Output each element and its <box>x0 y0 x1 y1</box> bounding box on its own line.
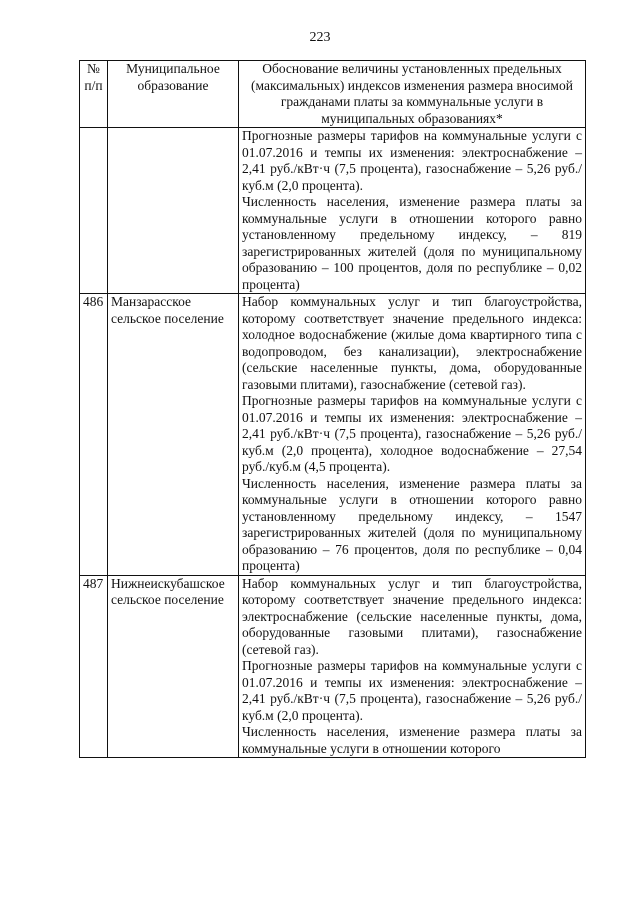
table-header-row <box>80 61 586 128</box>
header-num: № п/п <box>80 61 108 128</box>
page-number: 223 <box>309 30 331 45</box>
row-justification <box>239 294 586 576</box>
justification-paragraph: Численность населения, изменение размера платы за коммунальные услуги в отношении которого равно установленному предельному индексу, – 819 зарегистрированных жителей (доля по муниципальному образованию – 100 процентов, доля по республике – 0,02 процента) <box>242 194 582 292</box>
row-municipality: Манзарасское сельское поселение <box>108 294 239 576</box>
justification-paragraph: Прогнозные размеры тарифов на коммунальные услуги с 01.07.2016 и темпы их изменения: электроснабжение – 2,41 руб./кВт·ч (7,5 процента), газоснабжение – 5,26 руб./куб.м (2,0 процента). <box>242 658 582 723</box>
justification-paragraph: Набор коммунальных услуг и тип благоустройства, которому соответствует значение предельного индекса: холодное водоснабжение (жилые дома квартирного типа с водопроводом, без канализации), электроснабжение (сельские населенные пункты, дома, оборудованные газовыми плитами), газоснабжение (сетевой газ). <box>242 294 582 392</box>
justification-paragraph: Прогнозные размеры тарифов на коммунальные услуги с 01.07.2016 и темпы их изменения: электроснабжение – 2,41 руб./кВт·ч (7,5 процента), газоснабжение – 5,26 руб./куб.м (2,0 процента), холодное водоснабжение – 27,54 руб./куб.м (4,5 процента). <box>242 393 582 474</box>
justification-paragraph: Численность населения, изменение размера платы за коммунальные услуги в отношении которого равно установленному предельному индексу, – 1547 зарегистрированных жителей (доля по муниципальному образованию – 76 процентов, доля по республике – 0,04 процента) <box>242 475 582 573</box>
tariff-table <box>79 60 586 758</box>
table-row <box>80 294 586 576</box>
justification-paragraph: Набор коммунальных услуг и тип благоустройства, которому соответствует значение предельного индекса: электроснабжение (сельские населенные пункты, дома, оборудованные газовыми плитами), газоснабжение (сетевой газ). <box>242 575 582 657</box>
row-num: 486 <box>80 294 108 576</box>
row-municipality <box>108 128 239 294</box>
justification-paragraph: Прогнозные размеры тарифов на коммунальные услуги с 01.07.2016 и темпы их изменения: электроснабжение – 2,41 руб./кВт·ч (7,5 процента), газоснабжение – 5,26 руб./куб.м (2,0 процента). <box>242 128 582 193</box>
row-justification <box>239 128 586 294</box>
row-municipality: Нижнеискубашское сельское поселение <box>108 575 239 758</box>
justification-paragraph: Численность населения, изменение размера платы за коммунальные услуги в отношении которого <box>242 724 582 756</box>
row-num: 487 <box>80 575 108 758</box>
header-justification: Обоснование величины установленных предельных (максимальных) индексов изменения размера вносимой гражданами платы за коммунальные услуги в муниципальных образованиях* <box>239 61 586 128</box>
table-row <box>80 575 586 758</box>
row-justification <box>239 575 586 758</box>
table-row <box>80 128 586 294</box>
header-municipality: Муниципальное образование <box>108 61 239 128</box>
row-num <box>80 128 108 294</box>
